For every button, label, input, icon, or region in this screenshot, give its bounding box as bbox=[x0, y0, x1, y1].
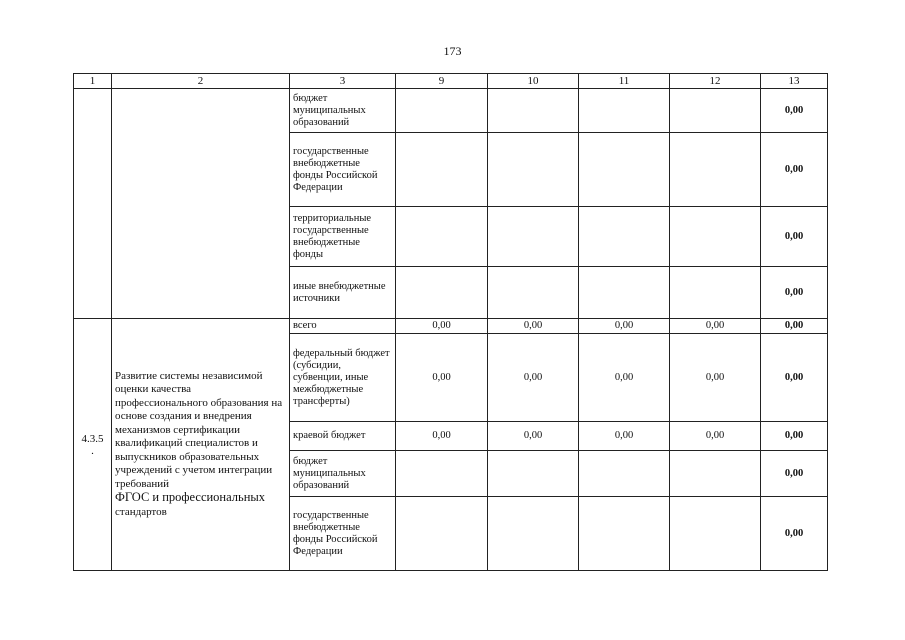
header-row bbox=[74, 74, 828, 89]
value-cell bbox=[396, 207, 488, 267]
page-number: 173 bbox=[443, 44, 462, 58]
table-row bbox=[74, 89, 828, 133]
value-cell: 0,00 bbox=[488, 334, 579, 422]
value-cell: 0,00 bbox=[670, 334, 761, 422]
source-cell: территориальные государственные внебюджетные фонды bbox=[290, 207, 396, 267]
header-col-12: 12 bbox=[670, 74, 761, 89]
value-cell bbox=[579, 207, 670, 267]
header-col-13: 13 bbox=[761, 74, 828, 89]
total-cell: 0,00 bbox=[761, 319, 828, 334]
header-col-11: 11 bbox=[579, 74, 670, 89]
source-cell: краевой бюджет bbox=[290, 422, 396, 451]
item-title bbox=[112, 319, 290, 571]
total-cell: 0,00 bbox=[761, 497, 828, 571]
value-cell: 0,00 bbox=[579, 422, 670, 451]
value-cell: 0,00 bbox=[396, 334, 488, 422]
total-cell: 0,00 bbox=[761, 451, 828, 497]
value-cell bbox=[488, 89, 579, 133]
item-title-text: Развитие системы независимой оценки качества профессионального образования на основе создания и внедрения механизмов сертификации квалификаций специалистов и выпускников образовательных учреждений с учетом интеграции требований bbox=[115, 369, 283, 490]
total-cell: 0,00 bbox=[761, 89, 828, 133]
value-cell bbox=[396, 89, 488, 133]
value-cell bbox=[488, 267, 579, 319]
header-col-10: 10 bbox=[488, 74, 579, 89]
budget-table bbox=[73, 73, 828, 571]
source-cell: государственные внебюджетные фонды Российской Федерации bbox=[290, 497, 396, 571]
header-col-1: 1 bbox=[74, 74, 112, 89]
value-cell: 0,00 bbox=[579, 334, 670, 422]
source-cell: государственные внебюджетные фонды Российской Федерации bbox=[290, 133, 396, 207]
source-cell: всего bbox=[290, 319, 396, 334]
value-cell bbox=[396, 451, 488, 497]
value-cell: 0,00 bbox=[488, 319, 579, 334]
value-cell: 0,00 bbox=[670, 319, 761, 334]
item-title-tail: ФГОС и профессиональных bbox=[115, 490, 266, 505]
source-cell: бюджет муниципальных образований bbox=[290, 89, 396, 133]
value-cell: 0,00 bbox=[396, 319, 488, 334]
value-cell bbox=[670, 207, 761, 267]
source-cell: бюджет муниципальных образований bbox=[290, 451, 396, 497]
value-cell bbox=[579, 267, 670, 319]
value-cell: 0,00 bbox=[488, 422, 579, 451]
total-cell: 0,00 bbox=[761, 422, 828, 451]
header-col-2: 2 bbox=[112, 74, 290, 89]
value-cell bbox=[670, 451, 761, 497]
value-cell: 0,00 bbox=[670, 422, 761, 451]
total-cell: 0,00 bbox=[761, 133, 828, 207]
value-cell bbox=[396, 497, 488, 571]
value-cell bbox=[488, 207, 579, 267]
value-cell bbox=[670, 497, 761, 571]
header-col-3: 3 bbox=[290, 74, 396, 89]
total-cell: 0,00 bbox=[761, 267, 828, 319]
value-cell bbox=[670, 89, 761, 133]
value-cell bbox=[396, 133, 488, 207]
source-cell: иные внебюджетные источники bbox=[290, 267, 396, 319]
source-cell: федеральный бюджет (субсидии, субвенции, иные межбюджетные трансферты) bbox=[290, 334, 396, 422]
value-cell bbox=[579, 133, 670, 207]
value-cell bbox=[670, 267, 761, 319]
value-cell bbox=[488, 133, 579, 207]
item-title-end: стандартов bbox=[115, 505, 167, 518]
header-col-9: 9 bbox=[396, 74, 488, 89]
value-cell: 0,00 bbox=[579, 319, 670, 334]
value-cell bbox=[579, 89, 670, 133]
value-cell bbox=[579, 497, 670, 571]
table-row bbox=[74, 319, 828, 334]
title-cell-empty bbox=[112, 89, 290, 319]
value-cell bbox=[488, 451, 579, 497]
item-code-number: 4.3.5 bbox=[81, 432, 104, 445]
value-cell bbox=[396, 267, 488, 319]
total-cell: 0,00 bbox=[761, 334, 828, 422]
code-cell-empty bbox=[74, 89, 112, 319]
item-code-dot: . bbox=[91, 444, 94, 457]
value-cell bbox=[579, 451, 670, 497]
value-cell bbox=[488, 497, 579, 571]
value-cell bbox=[670, 133, 761, 207]
item-code bbox=[74, 319, 112, 571]
total-cell: 0,00 bbox=[761, 207, 828, 267]
value-cell: 0,00 bbox=[396, 422, 488, 451]
